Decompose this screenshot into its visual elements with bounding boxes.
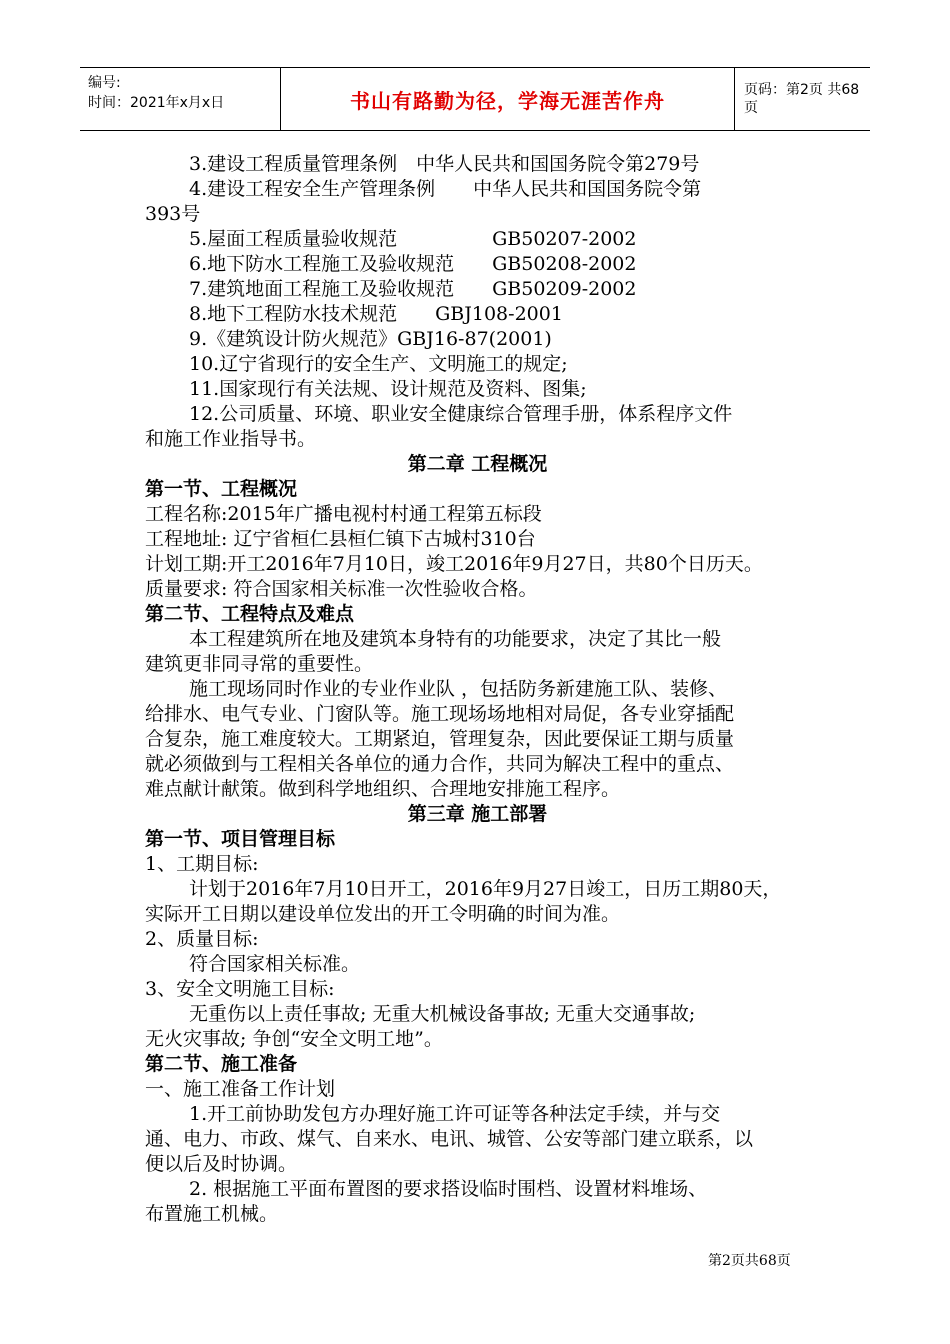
section-heading: 第一节、项目管理目标 — [145, 828, 336, 850]
header-page-info: 页码：第2页 共68页 — [744, 82, 860, 116]
page-header — [80, 67, 870, 131]
section-heading: 第二节、工程特点及难点 — [145, 603, 355, 625]
doc-time-label: 时间：2021年x月x日 — [88, 95, 225, 111]
text-line: 实际开工日期以建设单位发出的开工令明确的时间为准。 — [145, 903, 621, 925]
text-line: 7.建筑地面工程施工及验收规范 GB50209-2002 — [189, 278, 637, 300]
text-line: 1、工期目标: — [145, 853, 259, 875]
section-heading: 第一节、工程概况 — [145, 478, 298, 500]
chapter-heading: 第三章 施工部署 — [407, 803, 548, 825]
text-line: 施工现场同时作业的专业作业队 ，包括防务新建施工队、装修、 — [189, 678, 728, 700]
text-line: 便以后及时协调。 — [145, 1153, 298, 1175]
chapter-heading: 第二章 工程概况 — [407, 453, 548, 475]
text-line: 符合国家相关标准。 — [189, 953, 361, 975]
text-line: 就必须做到与工程相关各单位的通力合作，共同为解决工程中的重点、 — [145, 753, 735, 775]
text-line: 无重伤以上责任事故; 无重大机械设备事故; 无重大交通事故; — [189, 1003, 696, 1025]
text-line: 3.建设工程质量管理条例 中华人民共和国国务院令第279号 — [189, 153, 700, 175]
text-line: 计划于2016年7月10日开工，2016年9月27日竣工，日历工期80天， — [189, 878, 782, 900]
text-line: 计划工期:开工2016年7月10日，竣工2016年9月27日，共80个日历天。 — [145, 553, 763, 575]
text-line: 3、安全文明施工目标: — [145, 978, 335, 1000]
text-line: 10.辽宁省现行的安全生产、文明施工的规定; — [189, 353, 568, 375]
text-line: 9.《建筑设计防火规范》GBJ16-87(2001) — [189, 328, 552, 350]
text-line: 6.地下防水工程施工及验收规范 GB50208-2002 — [189, 253, 637, 275]
text-line: 2. 根据施工平面布置图的要求搭设临时围档、设置材料堆场、 — [189, 1178, 708, 1200]
text-line: 8.地下工程防水技术规范 GBJ108-2001 — [189, 303, 563, 325]
text-line: 5.屋面工程质量验收规范 GB50207-2002 — [189, 228, 637, 250]
page-footer: 第2页共68页 — [708, 1253, 791, 1269]
doc-number-label: 编号: — [88, 75, 121, 91]
text-line: 建筑更非同寻常的重要性。 — [145, 653, 374, 675]
text-line: 无火灾事故; 争创“安全文明工地”。 — [145, 1028, 443, 1050]
text-line: 4.建设工程安全生产管理条例 中华人民共和国国务院令第 — [189, 178, 702, 200]
text-line: 通、电力、市政、煤气、自来水、电讯、城管、公安等部门建立联系，以 — [145, 1128, 754, 1150]
text-line: 一、施工准备工作计划 — [145, 1078, 336, 1100]
text-line: 和施工作业指导书。 — [145, 428, 317, 450]
text-line: 1.开工前协助发包方办理好施工许可证等各种法定手续，并与交 — [189, 1103, 721, 1125]
header-motto-cell — [280, 68, 735, 130]
section-heading: 第二节、施工准备 — [145, 1053, 298, 1075]
text-line: 12.公司质量、环境、职业安全健康综合管理手册，体系程序文件 — [189, 403, 733, 425]
text-line: 布置施工机械。 — [145, 1203, 279, 1225]
text-line: 工程名称:2015年广播电视村村通工程第五标段 — [145, 503, 542, 525]
text-line: 本工程建筑所在地及建筑本身特有的功能要求，决定了其比一般 — [189, 628, 722, 650]
document-body — [145, 152, 810, 1227]
text-line: 393号 — [145, 203, 201, 225]
text-line: 11.国家现行有关法规、设计规范及资料、图集; — [189, 378, 587, 400]
text-line: 难点献计献策。做到科学地组织、合理地安排施工程序。 — [145, 778, 621, 800]
header-page-cell — [734, 68, 870, 130]
text-line: 给排水、电气专业、门窗队等。施工现场场地相对局促，各专业穿插配 — [145, 703, 735, 725]
text-line: 2、质量目标: — [145, 928, 259, 950]
text-line: 合复杂，施工难度较大。工期紧迫，管理复杂，因此要保证工期与质量 — [145, 728, 735, 750]
header-motto: 书山有路勤为径，学海无涯苦作舟 — [350, 88, 665, 113]
text-line: 工程地址: 辽宁省桓仁县桓仁镇下古城村310台 — [145, 528, 536, 550]
text-line: 质量要求: 符合国家相关标准一次性验收合格。 — [145, 578, 538, 600]
header-meta-cell — [80, 68, 280, 130]
